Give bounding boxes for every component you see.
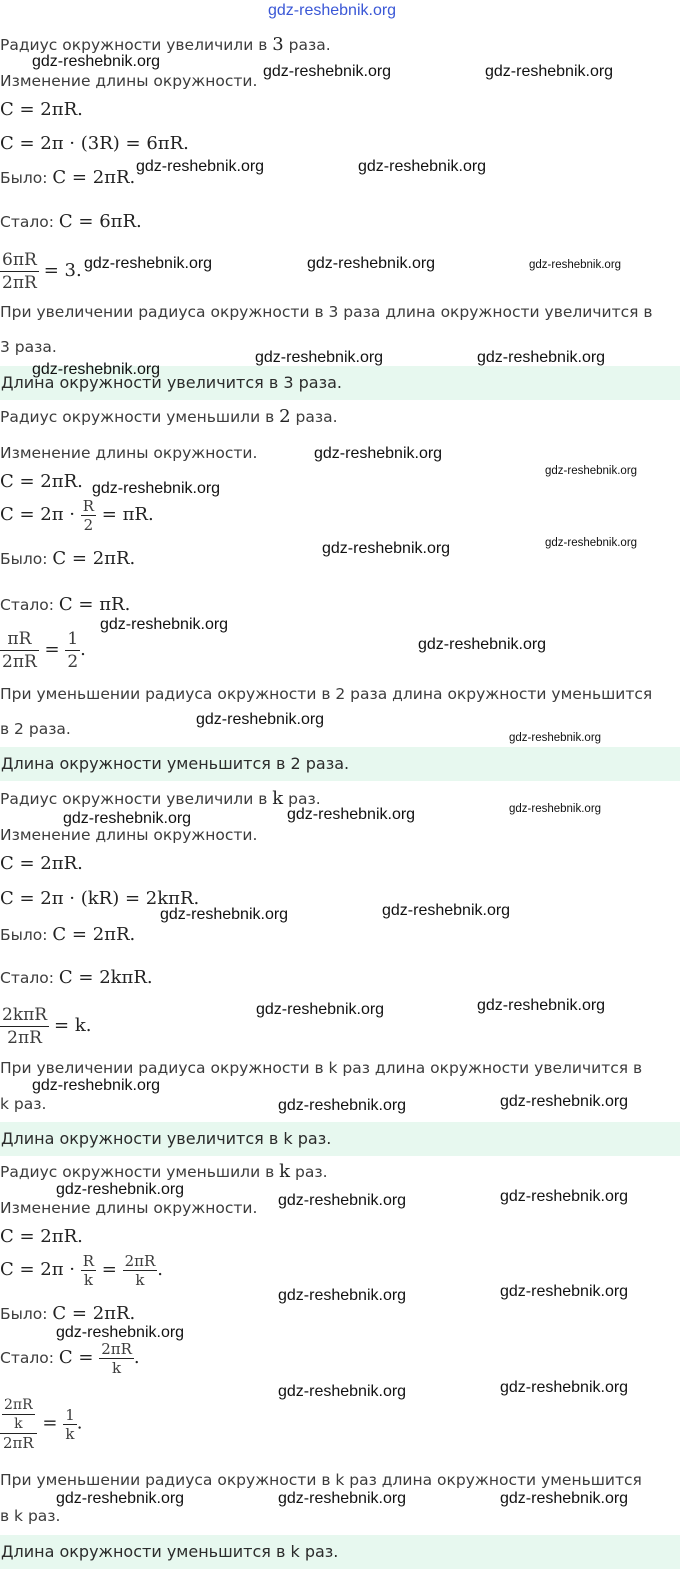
section2-eq1: C = 2πR.	[0, 471, 83, 492]
watermark: gdz-reshebnik.org	[256, 1001, 385, 1018]
watermark: gdz-reshebnik.org	[485, 63, 614, 80]
watermark: gdz-reshebnik.org	[500, 1379, 629, 1396]
section3-answer: Длина окружности увеличится в k раз.	[0, 1122, 680, 1156]
watermark: gdz-reshebnik.org	[56, 1324, 185, 1341]
section1-conclusion-line1: При увеличении радиуса окружности в 3 раза длина окружности увеличится в	[0, 303, 653, 321]
section1-answer: Длина окружности увеличится в 3 раза.	[0, 366, 680, 400]
watermark: gdz-reshebnik.org	[136, 158, 265, 175]
section4-was: Было: C = 2πR.	[0, 1303, 136, 1324]
watermark: gdz-reshebnik.org	[307, 255, 436, 272]
watermark: gdz-reshebnik.org	[278, 1490, 407, 1507]
watermark: gdz-reshebnik.org	[382, 902, 511, 919]
watermark: gdz-reshebnik.org	[263, 63, 392, 80]
watermark: gdz-reshebnik.org	[358, 158, 487, 175]
watermark: gdz-reshebnik.org	[92, 480, 221, 497]
watermark: gdz-reshebnik.org	[255, 349, 384, 366]
section1-change-title: Изменение длины окружности.	[0, 72, 258, 90]
section4-conclusion-line2: в k раз.	[0, 1507, 61, 1525]
watermark: gdz-reshebnik.org	[500, 1188, 629, 1205]
watermark: gdz-reshebnik.org	[545, 465, 638, 477]
watermark: gdz-reshebnik.org	[278, 1287, 407, 1304]
section1-ratio: $\frac{6\pi R}{2\pi R}$ = 3.	[2, 250, 82, 293]
section2-eq2: C = 2π · $\frac{R}{2}$ = πR.	[0, 497, 154, 534]
section2-change-title: Изменение длины окружности.	[0, 444, 258, 462]
watermark: gdz-reshebnik.org	[160, 906, 289, 923]
section3-intro: Радиус окружности увеличили в k раз.	[0, 788, 321, 809]
section4-ratio: $\frac{\frac{2\pi R}{k}}{2\pi R}$ = $\frac{1}{k}$ .	[0, 1396, 82, 1452]
watermark: gdz-reshebnik.org	[477, 997, 606, 1014]
section1-intro: Радиус окружности увеличили в 3 раза.	[0, 34, 331, 55]
section4-conclusion-line1: При уменьшении радиуса окружности в k раз длина окружности уменьшится	[0, 1471, 642, 1489]
watermark: gdz-reshebnik.org	[32, 1077, 161, 1094]
watermark: gdz-reshebnik.org	[32, 361, 161, 378]
watermark: gdz-reshebnik.org	[56, 1490, 185, 1507]
section3-conclusion-line1: При увеличении радиуса окружности в k раз длина окружности увеличится в	[0, 1059, 643, 1077]
watermark: gdz-reshebnik.org	[63, 810, 192, 827]
section3-change-title: Изменение длины окружности.	[0, 826, 258, 844]
section4-change-title: Изменение длины окружности.	[0, 1199, 258, 1217]
section4-eq2: C = 2π · $\frac{R}{k}$ = $\frac{2\pi R}{k}$ .	[0, 1252, 164, 1289]
section2-conclusion-line2: в 2 раза.	[0, 720, 71, 738]
watermark: gdz-reshebnik.org	[32, 53, 161, 70]
watermark: gdz-reshebnik.org	[84, 255, 213, 272]
section3-eq1: C = 2πR.	[0, 853, 83, 874]
section3-eq2: C = 2π · (kR) = 2kπR.	[0, 888, 200, 909]
watermark: gdz-reshebnik.org	[322, 540, 451, 557]
section1-now: Стало: C = 6πR.	[0, 211, 142, 232]
watermark: gdz-reshebnik.org	[509, 732, 602, 744]
watermark: gdz-reshebnik.org	[196, 711, 325, 728]
top-watermark-link[interactable]: gdz-reshebnik.org	[268, 2, 397, 19]
watermark: gdz-reshebnik.org	[100, 616, 229, 633]
watermark: gdz-reshebnik.org	[500, 1093, 629, 1110]
section1-was: Было: C = 2πR.	[0, 167, 136, 188]
section1-eq2: C = 2π · (3R) = 6πR.	[0, 133, 189, 154]
section4-eq1: C = 2πR.	[0, 1226, 83, 1247]
section2-ratio: $\frac{\pi R}{2\pi R}$ = $\frac{1}{2}$ .	[2, 629, 86, 672]
watermark: gdz-reshebnik.org	[418, 636, 547, 653]
section2-now: Стало: C = πR.	[0, 594, 131, 615]
watermark: gdz-reshebnik.org	[500, 1490, 629, 1507]
watermark: gdz-reshebnik.org	[278, 1192, 407, 1209]
watermark: gdz-reshebnik.org	[477, 349, 606, 366]
section1-eq1: C = 2πR.	[0, 99, 83, 120]
watermark: gdz-reshebnik.org	[314, 445, 443, 462]
section2-was: Было: C = 2πR.	[0, 548, 136, 569]
section3-conclusion-line2: k раз.	[0, 1095, 47, 1113]
watermark: gdz-reshebnik.org	[509, 803, 602, 815]
watermark: gdz-reshebnik.org	[278, 1383, 407, 1400]
section4-intro: Радиус окружности уменьшили в k раз.	[0, 1161, 328, 1182]
section2-intro: Радиус окружности уменьшили в 2 раза.	[0, 406, 338, 427]
watermark: gdz-reshebnik.org	[545, 537, 638, 549]
section3-ratio: $\frac{\text{2kπR}}{2\pi R}$ = k.	[2, 1005, 92, 1048]
watermark: gdz-reshebnik.org	[287, 806, 416, 823]
watermark: gdz-reshebnik.org	[500, 1283, 629, 1300]
section3-was: Было: C = 2πR.	[0, 924, 136, 945]
section2-answer: Длина окружности уменьшится в 2 раза.	[0, 747, 680, 781]
section2-conclusion-line1: При уменьшении радиуса окружности в 2 раза длина окружности уменьшится	[0, 685, 653, 703]
section3-now: Стало: C = 2kπR.	[0, 967, 153, 988]
section4-answer: Длина окружности уменьшится в k раз.	[0, 1535, 680, 1569]
section4-now: Стало: C = $\frac{2\pi R}{k}$ .	[0, 1340, 140, 1377]
watermark: gdz-reshebnik.org	[56, 1181, 185, 1198]
section1-conclusion-line2: 3 раза.	[0, 338, 57, 356]
watermark: gdz-reshebnik.org	[529, 259, 622, 271]
watermark: gdz-reshebnik.org	[278, 1097, 407, 1114]
